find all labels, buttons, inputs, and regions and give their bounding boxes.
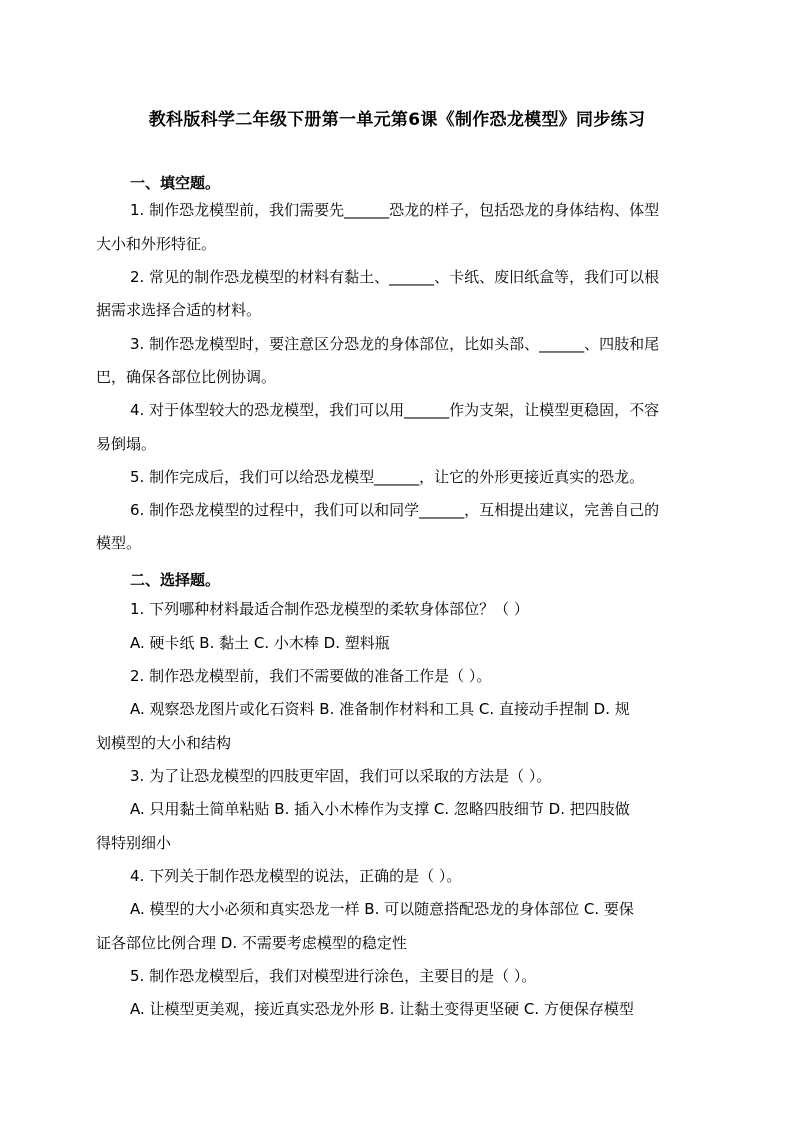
choice-question-3-options-line1: A. 只用黏土简单粘贴 B. 插入小木棒作为支撑 C. 忽略四肢细节 D. 把四肢做	[130, 800, 630, 818]
section-heading-multiple-choice: 二、选择题。	[130, 571, 221, 589]
choice-question-2-options-line1: A. 观察恐龙图片或化石资料 B. 准备制作材料和工具 C. 直接动手捏制 D. 规	[130, 700, 630, 718]
choice-question-1: 1. 下列哪种材料最适合制作恐龙模型的柔软身体部位？（ ）	[130, 600, 529, 618]
choice-question-4: 4. 下列关于制作恐龙模型的说法，正确的是（ ）。	[130, 867, 462, 885]
fill-blank-question-5-line1: 5. 制作完成后，我们可以给恐龙模型______，让它的外形更接近真实的恐龙。	[130, 468, 645, 486]
fill-blank-question-6-line1: 6. 制作恐龙模型的过程中，我们可以和同学______，互相提出建议，完善自己的	[130, 501, 660, 519]
choice-question-4-options-line2: 证各部位比例合理 D. 不需要考虑模型的稳定性	[96, 934, 407, 952]
choice-question-3-options-line2: 得特别细小	[96, 834, 172, 852]
choice-question-1-options: A. 硬卡纸 B. 黏土 C. 小木棒 D. 塑料瓶	[130, 634, 390, 652]
choice-question-5-options-line1: A. 让模型更美观，接近真实恐龙外形 B. 让黏土变得更坚硬 C. 方便保存模型	[130, 1000, 634, 1018]
choice-question-4-options-line1: A. 模型的大小必须和真实恐龙一样 B. 可以随意搭配恐龙的身体部位 C. 要保	[130, 900, 634, 918]
choice-question-2-options-line2: 划模型的大小和结构	[96, 734, 232, 752]
document-title: 教科版科学二年级下册第一单元第6课《制作恐龙模型》同步练习	[148, 110, 646, 130]
fill-blank-question-1-line1: 1. 制作恐龙模型前，我们需要先______恐龙的样子，包括恐龙的身体结构、体型	[130, 201, 660, 219]
fill-blank-question-3-line1: 3. 制作恐龙模型时，要注意区分恐龙的身体部位，比如头部、______、四肢和尾	[130, 335, 660, 353]
fill-blank-question-1-line2: 大小和外形特征。	[96, 235, 217, 253]
fill-blank-question-4-line1: 4. 对于体型较大的恐龙模型，我们可以用______作为支架，让模型更稳固，不容	[130, 401, 660, 419]
choice-question-2: 2. 制作恐龙模型前，我们不需要做的准备工作是（ ）。	[130, 667, 492, 685]
fill-blank-question-6-line2: 模型。	[96, 534, 142, 552]
choice-question-3: 3. 为了让恐龙模型的四肢更牢固，我们可以采取的方法是（ ）。	[130, 767, 552, 785]
fill-blank-question-3-line2: 巴，确保各部位比例协调。	[96, 368, 277, 386]
section-heading-fill-blank: 一、填空题。	[130, 174, 221, 192]
fill-blank-question-4-line2: 易倒塌。	[96, 435, 157, 453]
fill-blank-question-2-line1: 2. 常见的制作恐龙模型的材料有黏土、______、卡纸、废旧纸盒等，我们可以根	[130, 268, 660, 286]
fill-blank-question-2-line2: 据需求选择合适的材料。	[96, 301, 262, 319]
choice-question-5: 5. 制作恐龙模型后，我们对模型进行涂色，主要目的是（ ）。	[130, 967, 537, 985]
